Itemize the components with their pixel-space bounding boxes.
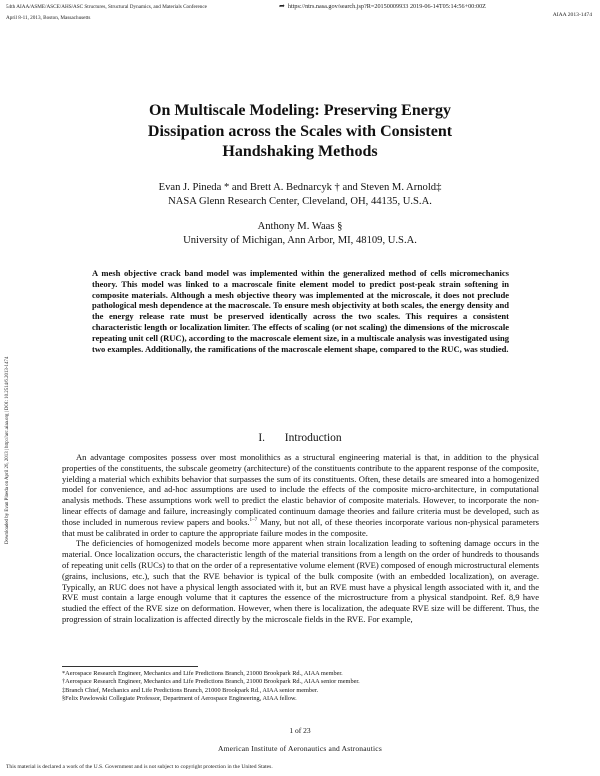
- title-line-3: Handshaking Methods: [222, 143, 378, 160]
- citation-1-7: 1–7: [249, 516, 258, 523]
- intro-paragraph-2: The deficiencies of homogenized models become more apparent when strain localization leading to softening damage occurs in the material. Once localization occurs, the characteristic length of the material transitions from a length on the order of hundreds to thousands of repeating unit cells (RUCs) to that on the order of a representative volume element (RVE) composed of enough microstructural elements (grains, inclusions, etc.), such that the RVE behavior is typical of the bulk composite (with an embedded localization), on average. Typically, an RUC does not have a physical length associated with it, but an RVE must have a physical length associated with it, and the RVE must contain a large enough volume that it captures the essence of the microstructure from a physical standpoint. Ref. 8,9 have studied the effect of the RVE size on deformation. However, when there is localization, the adequate RVE size will be different. Thus, the progression of strain localization is affected directly by the microscale fields in the RVE. For example,: [62, 538, 539, 624]
- section-heading: [0, 432, 600, 444]
- title-line-2: Dissipation across the Scales with Consistent: [147, 122, 453, 140]
- author-block-2: [0, 220, 600, 248]
- download-side-note: Downloaded by Evan Pineda on April 26, 2013 | http://arc.aiaa.org | DOI: 10.2514/6.2013-1474: [5, 356, 10, 544]
- paper-title: [0, 101, 600, 163]
- copyright-note: This material is declared a work of the U.S. Government and is not subject to copyright protection in the United States.: [6, 764, 273, 770]
- abstract: A mesh objective crack band model was implemented within the generalized method of cells micromechanics theory. This model was linked to a macroscale finite element model to predict post-peak strain softening in composite materials. Although a mesh objective theory was implemented at the microscale, it does not preclude pathological mesh dependence at the macroscale. To ensure mesh objectivity at both scales, the energy density and the energy release rate must be preserved identically across the two scales. This requires a consistent characteristic length or localization limiter. The effects of scaling (or not scaling) the dimensions of the microscale repeating unit cell (RUC), according to the macroscale element size, in a multiscale analysis was investigated using two examples. Additionally, the ramifications of the macroscale element shape, compared to the RUC, was studied.: [92, 268, 509, 354]
- section-number: I.: [258, 432, 266, 444]
- footnote-1: *Aerospace Research Engineer, Mechanics and Life Predictions Branch, 21000 Brookpark Rd., AIAA member.: [62, 670, 343, 677]
- affiliation-nasa: NASA Glenn Research Center, Cleveland, OH, 44135, U.S.A.: [168, 196, 432, 207]
- footnotes: [62, 670, 539, 704]
- footnote-4: §Felix Pawlowski Collegiate Professor, Department of Aerospace Engineering, AIAA fellow.: [62, 695, 297, 703]
- intro-body: [62, 452, 539, 625]
- affiliation-umich: University of Michigan, Ann Arbor, MI, 48109, U.S.A.: [183, 235, 417, 246]
- organization-footer: American Institute of Aeronautics and Astronautics: [218, 744, 382, 753]
- page-number: 1 of 23: [289, 726, 311, 735]
- paper-id: AIAA 2013-1474: [552, 12, 592, 18]
- link-arrow-icon: ➦: [279, 2, 285, 10]
- conference-line-2: April 8-11, 2013, Boston, Massachusetts: [6, 15, 91, 21]
- section-title: Introduction: [284, 432, 342, 444]
- conference-header: [6, 4, 207, 22]
- footnote-2: †Aerospace Research Engineer, Mechanics and Life Predictions Branch, 21000 Brookpark Rd., AIAA senior member.: [62, 678, 360, 686]
- footnote-rule: [62, 666, 198, 667]
- intro-paragraph-1-tail: Many, but not all, of these theories incorporate various non-physical parameters that must be calibrated in order to capture the appropriate failure modes in the composite.: [62, 516, 539, 538]
- author-block-1: [0, 181, 600, 209]
- intro-paragraph-1-text: An advantage composites possess over most monolithics as a structural engineering material is that, in addition to the physical properties of the constituents, the subscale geometry (architecture) of the constituents contribute to the apparent response of the composite, yielding a material which exhibits behavior that surpasses the sum of its constituents. Often, these details are smeared into a homogenized model for convenience, and ad-hoc assumptions are used to include the effects of the composite micro-architecture, in computational analysis methods. These assumptions work well to predict the elastic behavior of composite materials. However, to incorporate the non-linear effects of damage and failure, increasingly complicated continuum damage theories and failure criteria must be developed, such as those included in numerous review papers and books.: [62, 452, 539, 527]
- source-url[interactable]: [279, 2, 486, 10]
- footnote-3: ‡Branch Chief, Mechanics and Life Predictions Branch, 21000 Brookpark Rd., AIAA senior member.: [62, 686, 319, 694]
- author-names-line: Evan J. Pineda * and Brett A. Bednarcyk † and Steven M. Arnold‡: [158, 182, 442, 193]
- conference-line-1: 54th AIAA/ASME/ASCE/AHS/ASC Structures, Structural Dynamics, and Materials Conference: [6, 4, 207, 10]
- intro-paragraph-1: [62, 452, 539, 538]
- author-waas: Anthony M. Waas §: [257, 221, 343, 232]
- source-url-text[interactable]: https://ntrs.nasa.gov/search.jsp?R=20150009933 2019-06-14T05:14:56+00:00Z: [287, 2, 486, 10]
- title-line-1: On Multiscale Modeling: Preserving Energy: [149, 102, 451, 119]
